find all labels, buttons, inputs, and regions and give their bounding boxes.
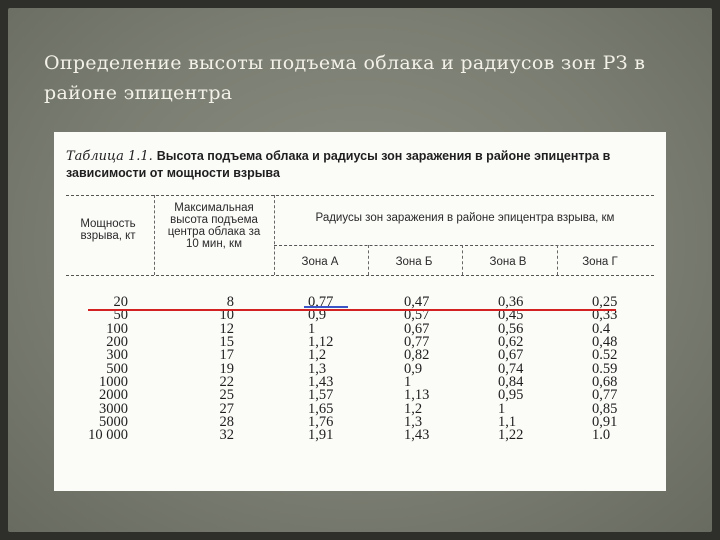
cell-zone-a: 1,2 (308, 347, 327, 363)
cell-power: 500 (106, 361, 128, 377)
zones-rule (274, 245, 654, 246)
cell-zone-a: 1,12 (308, 334, 334, 350)
cell-height: 10 (219, 307, 234, 323)
cell-zone-v: 1,22 (498, 427, 524, 443)
cell-zone-g: 0.59 (592, 361, 618, 377)
cell-zone-b: 0,77 (404, 334, 430, 350)
cell-zone-g: 0,85 (592, 401, 618, 417)
caption-prefix: Таблица 1.1. (66, 149, 153, 164)
cell-zone-a: 1,76 (308, 414, 334, 430)
red-highlight-underline (88, 309, 616, 311)
cell-zone-g: 0,77 (592, 387, 618, 403)
cell-zone-a: 0,77 (308, 294, 334, 310)
cell-zone-b: 0,82 (404, 347, 430, 363)
cell-zone-a: 0,9 (308, 307, 327, 323)
cell-power: 3000 (99, 401, 128, 417)
cell-zone-a: 1 (308, 321, 316, 337)
cell-height: 19 (219, 361, 234, 377)
cell-zone-b: 0,9 (404, 361, 423, 377)
cell-zone-a: 1,91 (308, 427, 334, 443)
cell-zone-a: 1,43 (308, 374, 334, 390)
cell-zone-g: 0,68 (592, 374, 618, 390)
cell-power: 2000 (99, 387, 128, 403)
cell-power: 300 (106, 347, 128, 363)
cell-zone-b: 0,47 (404, 294, 430, 310)
cell-zone-g: 0.52 (592, 347, 618, 363)
cell-power: 20 (113, 294, 128, 310)
header-bottom-rule (66, 275, 654, 276)
header-zone-a: Зона А (301, 256, 339, 268)
cell-height: 8 (226, 294, 234, 310)
cell-zone-v: 0,67 (498, 347, 524, 363)
cell-power: 200 (106, 334, 128, 350)
cell-power: 50 (113, 307, 128, 323)
cell-zone-v: 1,1 (498, 414, 517, 430)
header-power: Мощность взрыва, кт (80, 218, 136, 242)
scanned-table (54, 132, 666, 491)
cell-zone-v: 1 (498, 401, 506, 417)
header-zone-g: Зона Г (582, 256, 618, 268)
cell-zone-b: 1,2 (404, 401, 423, 417)
cell-power: 5000 (99, 414, 128, 430)
col-divider-5 (557, 245, 558, 275)
cell-height: 12 (219, 321, 234, 337)
cell-zone-b: 1 (404, 374, 412, 390)
cell-power: 100 (106, 321, 128, 337)
cell-zone-g: 0,25 (592, 294, 618, 310)
header-radii-group: Радиусы зон заражения в районе эпицентра взрыва, км (315, 212, 615, 224)
cell-height: 27 (219, 401, 234, 417)
cell-power: 1000 (99, 374, 128, 390)
blue-highlight-underline (304, 306, 348, 308)
cell-zone-a: 1,3 (308, 361, 327, 377)
cell-zone-b: 1,3 (404, 414, 423, 430)
cell-zone-g: 0,91 (592, 414, 618, 430)
cell-zone-b: 1,43 (404, 427, 430, 443)
cell-height: 15 (219, 334, 234, 350)
slide-title: Определение высоты подъема облака и радиусов зон РЗ в районе эпицентра (44, 52, 646, 104)
header-zone-b: Зона Б (395, 256, 433, 268)
presentation-slide (8, 8, 712, 532)
cell-zone-v: 0,45 (498, 307, 524, 323)
cell-zone-g: 0,48 (592, 334, 618, 350)
caption-text: Высота подъема облака и радиусы зон заражения в районе эпицентра в зависимости от мощности взрыва (66, 149, 611, 180)
col-divider-3 (368, 245, 369, 275)
col-divider-2 (274, 195, 275, 275)
cell-height: 32 (219, 427, 234, 443)
cell-zone-a: 1,65 (308, 401, 334, 417)
cell-zone-g: 1.0 (592, 427, 611, 443)
cell-zone-b: 1,13 (404, 387, 430, 403)
cell-zone-v: 0,56 (498, 321, 524, 337)
cell-zone-v: 0,84 (498, 374, 524, 390)
cell-height: 25 (219, 387, 234, 403)
col-divider-1 (154, 195, 155, 275)
cell-zone-g: 0.4 (592, 321, 611, 337)
cell-zone-g: 0,33 (592, 307, 618, 323)
cell-zone-b: 0,67 (404, 321, 430, 337)
cell-zone-v: 0,74 (498, 361, 524, 377)
cell-height: 28 (219, 414, 234, 430)
cell-zone-v: 0,95 (498, 387, 524, 403)
cell-zone-a: 1,57 (308, 387, 334, 403)
table-caption (66, 148, 656, 181)
cell-power: 10 000 (88, 427, 128, 443)
cell-height: 22 (219, 374, 234, 390)
cell-height: 17 (219, 347, 234, 363)
cell-zone-b: 0,57 (404, 307, 430, 323)
col-divider-4 (462, 245, 463, 275)
cell-zone-v: 0,36 (498, 294, 524, 310)
cell-zone-v: 0,62 (498, 334, 524, 350)
header-zone-v: Зона В (489, 256, 527, 268)
header-height: Максимальная высота подъема центра облака за 10 мин, км (167, 202, 261, 250)
